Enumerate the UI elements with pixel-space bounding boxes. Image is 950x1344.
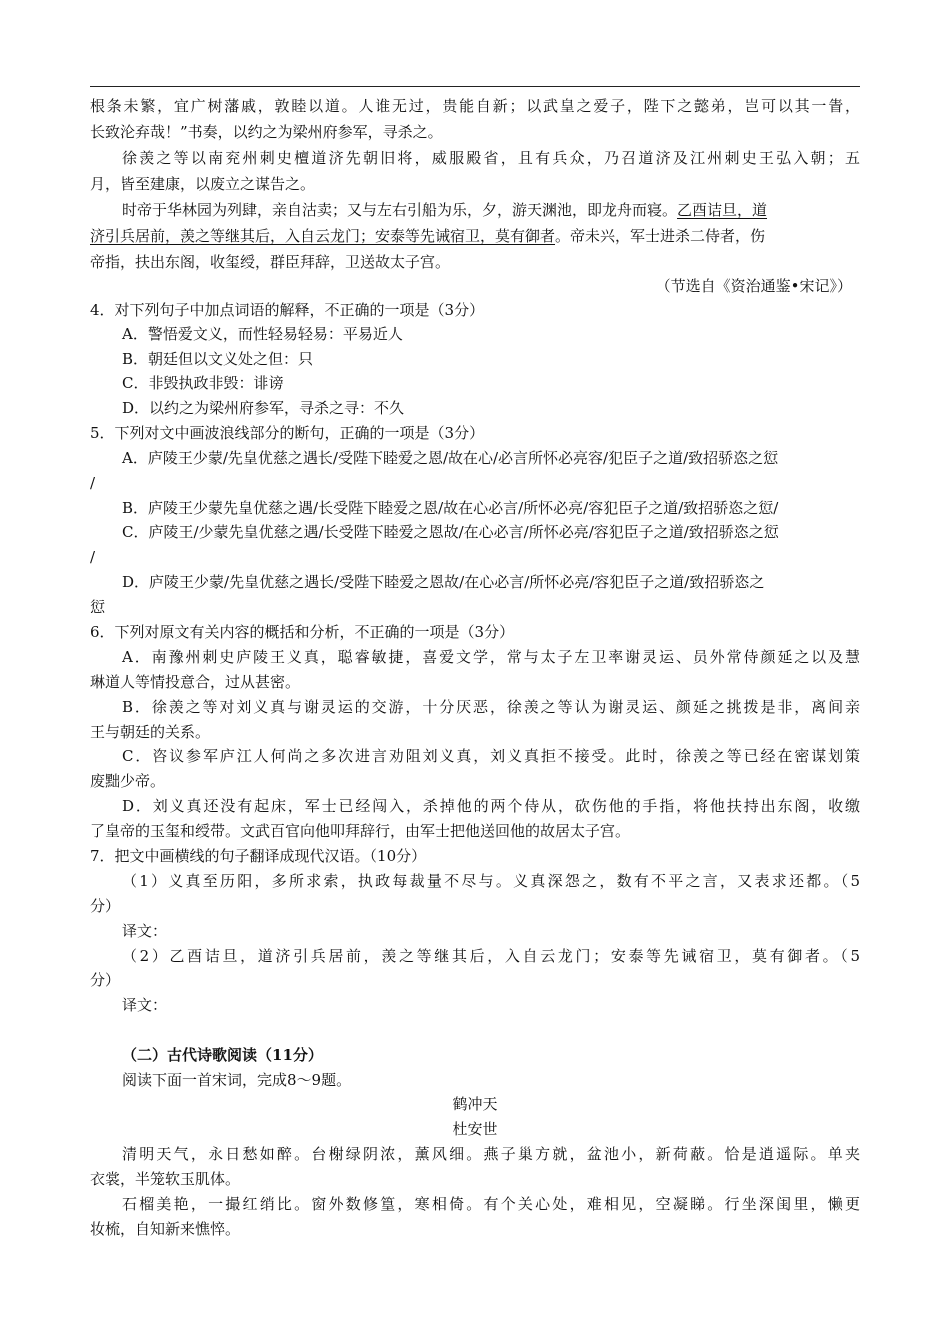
question-6-option-d-cont: 了皇帝的玉玺和绶带。文武百官向他叩拜辞行，由军士把他送回他的故居太子宫。 — [90, 822, 631, 840]
answer-label: 译文： — [122, 922, 168, 940]
question-5-option-b: B．庐陵王少蒙先皇优慈之遇/长受陛下睦爱之恩/故在心必言/所怀必亮/容犯臣子之道/致招骄恣之愆/ — [122, 499, 779, 517]
source-citation: （节选自《资治通鉴•宋记》） — [655, 277, 852, 295]
underlined-sentence: 济引兵居前，羡之等继其后，入自云龙门；安泰等先诫宿卫，莫有御者 — [90, 227, 556, 245]
header-rule — [90, 86, 860, 87]
poem-title: 鹤冲天 — [452, 1095, 498, 1113]
passage-text: 时帝于华林园为列肆，亲自沽卖；又与左右引船为乐，夕，游天渊池，即龙舟而寝。 — [122, 201, 678, 219]
passage-line — [122, 200, 767, 220]
question-6-option-d: D．刘义真还没有起床，军士已经闯入，杀掉他的两个侍从，砍伤他的手指，将他扶持出东阁，收缴 — [122, 797, 860, 815]
question-5-option-a: A．庐陵王少蒙/先皇优慈之遇长/受陛下睦爱之恩/故在心/必言所怀必亮容/犯臣子之道/致招骄恣之愆 — [122, 449, 779, 467]
passage-text: 。帝未兴，军士进杀二侍者，伤 — [555, 227, 766, 245]
passage-line: 徐羡之等以南兖州刺史檀道济先朝旧将，威服殿省，且有兵众，乃召道济及江州刺史王弘入朝；五 — [122, 149, 860, 167]
poetry-intro: 阅读下面一首宋词，完成8～9题。 — [122, 1071, 352, 1089]
question-5-option-d-cont: 愆 — [90, 598, 106, 616]
question-6-option-a-cont: 琳道人等情投意合，过从甚密。 — [90, 673, 301, 691]
question-4-option-a: A．警悟爱文义，而性轻易轻易：平易近人 — [122, 325, 403, 343]
question-6-option-b: B．徐羡之等对刘义真与谢灵运的交游，十分厌恶，徐羡之等认为谢灵运、颜延之挑拨是非，离间亲 — [122, 698, 860, 716]
answer-label: 译文： — [122, 996, 168, 1014]
passage-line: 长致沦弃哉！”书奏，以约之为梁州府参军，寻杀之。 — [90, 123, 443, 141]
passage-line: 帝指，扶出东阁，收玺绶，群臣拜辞，卫送故太子宫。 — [90, 253, 451, 271]
question-7-sentence-1: （1）义真至历阳，多所求索，执政每裁量不尽与。义真深怨之，数有不平之言，又表求还都。（5 — [122, 872, 860, 890]
question-6-option-a: A．南豫州刺史庐陵王义真，聪睿敏捷，喜爱文学，常与太子左卫率谢灵运、员外常侍颜延之以及慧 — [122, 648, 860, 666]
question-7-sentence-2: （2）乙酉诘旦，道济引兵居前，羡之等继其后，入自云龙门；安泰等先诫宿卫，莫有御者。（5 — [122, 947, 860, 965]
question-6-option-c-cont: 废黜少帝。 — [90, 772, 166, 790]
question-6-stem: 6．下列对原文有关内容的概括和分析，不正确的一项是（3分） — [90, 623, 515, 641]
question-5-option-a-cont: / — [90, 474, 96, 492]
question-6-option-b-cont: 王与朝廷的关系。 — [90, 723, 211, 741]
poem-line: 妆梳，自知新来憔悴。 — [90, 1220, 241, 1238]
question-7-sentence-2-cont: 分） — [90, 971, 121, 989]
passage-line: 月，皆至建康，以废立之谋告之。 — [90, 175, 316, 193]
section-heading: （二）古代诗歌阅读（11分） — [122, 1046, 323, 1064]
question-7-stem: 7．把文中画横线的句子翻译成现代汉语。（10分） — [90, 847, 427, 865]
poem-line: 衣裳，半笼软玉肌体。 — [90, 1170, 241, 1188]
question-5-stem: 5．下列对文中画波浪线部分的断句，正确的一项是（3分） — [90, 424, 485, 442]
passage-line: 根条未繁，宜广树藩戚，敦睦以道。人谁无过，贵能自新；以武皇之爱子，陛下之懿弟，岂可以其一眚， — [90, 97, 860, 115]
question-4-option-c: C．非毁执政非毁：诽谤 — [122, 374, 284, 392]
question-5-option-c-cont: / — [90, 548, 96, 566]
poem-line: 石榴美艳，一撮红绡比。窗外数修篁，寒相倚。有个关心处，难相见，空凝睇。行坐深闺里，懒更 — [122, 1195, 860, 1213]
question-4-stem: 4．对下列句子中加点词语的解释，不正确的一项是（3分） — [90, 301, 485, 319]
poem-author: 杜安世 — [452, 1120, 498, 1138]
question-5-option-d: D．庐陵王少蒙/先皇优慈之遇长/受陛下睦爱之恩故/在心必言/所怀必亮/容犯臣子之道/致招骄恣之 — [122, 573, 765, 591]
passage-line — [90, 226, 765, 246]
question-7-sentence-1-cont: 分） — [90, 897, 121, 915]
underlined-sentence: 乙酉诘旦，道 — [677, 201, 768, 219]
question-5-option-c: C．庐陵王/少蒙先皇优慈之遇/长受陛下睦爱之恩故/在心必言/所怀必亮/容犯臣子之道/致招骄恣之愆 — [122, 523, 779, 541]
question-4-option-b: B．朝廷但以文义处之但：只 — [122, 350, 314, 368]
poem-line: 清明天气，永日愁如醉。台榭绿阴浓，薰风细。燕子巢方就，盆池小，新荷蔽。恰是逍遥际。单夹 — [122, 1145, 860, 1163]
question-6-option-c: C．咨议参军庐江人何尚之多次进言劝阻刘义真，刘义真拒不接受。此时，徐羡之等已经在密谋划策 — [122, 747, 860, 765]
question-4-option-d: D．以约之为梁州府参军，寻杀之寻：不久 — [122, 399, 405, 417]
